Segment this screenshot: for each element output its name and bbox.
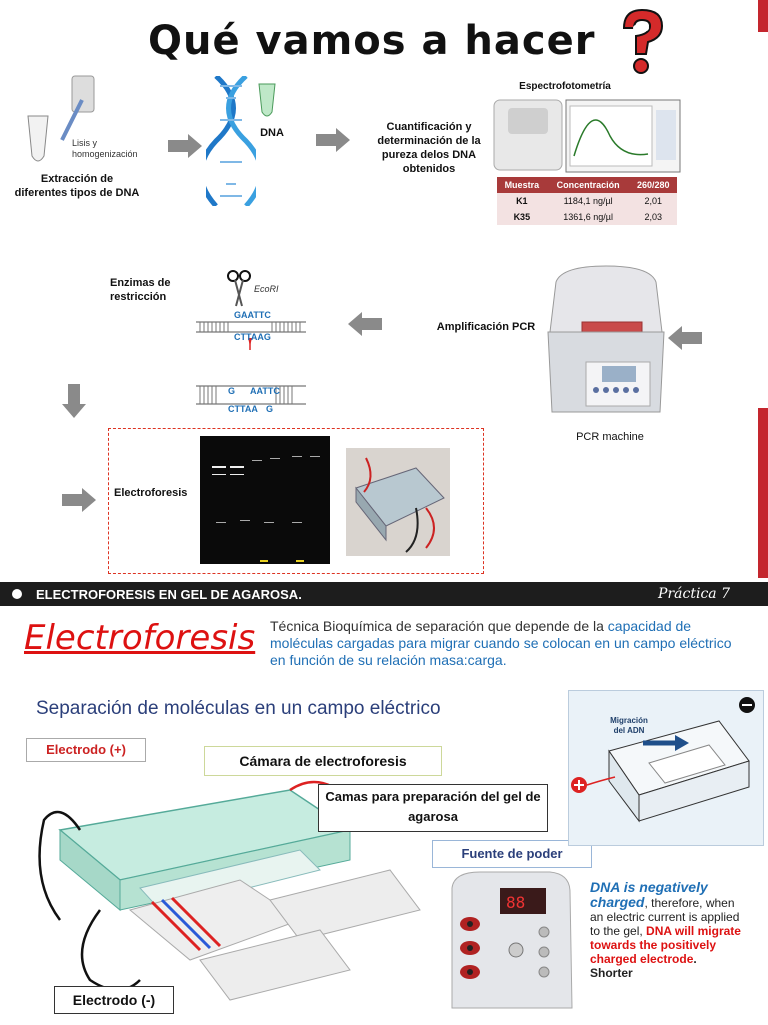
lysis-label: Lisis y homogenización [72, 138, 138, 159]
scissors-icon [226, 268, 252, 308]
enzymes-label: Enzimas de restricción [110, 277, 171, 303]
electro-description [270, 618, 740, 669]
beds-label: Camas para preparación del gel de agarosa [318, 784, 548, 832]
dna-cut-diagram [186, 308, 316, 416]
spectrophotometer-image [492, 96, 682, 176]
desc-blue: capacidad de moléculas cargadas para migrar cuando se colocan en un campo eléctrico en función de su relación masa:carga. [270, 618, 732, 668]
practice-label: Práctica 7 [658, 586, 730, 602]
spectro-table [497, 177, 677, 225]
electrophoresis-photo [346, 448, 450, 556]
migration-diagram [568, 690, 764, 846]
question-mark-icon [610, 6, 670, 78]
ecori-label: EcoRI [254, 284, 279, 294]
tube-icon [256, 82, 278, 120]
arrow-right-icon [62, 488, 96, 512]
table-header: 260/280 [630, 177, 677, 193]
bullet-icon [12, 589, 22, 599]
side-bar [758, 0, 768, 32]
chamber-label: Cámara de electroforesis [204, 746, 442, 776]
section-title: ELECTROFORESIS EN GEL DE AGAROSA. [36, 587, 302, 602]
cut-top-left: G [228, 386, 236, 396]
svg-text:88: 88 [506, 893, 526, 912]
arrow-left-icon [668, 326, 702, 350]
note-blue: DNA is negatively charged [590, 879, 708, 910]
table-row: K1 1184,1 ng/µl 2,01 [497, 193, 677, 209]
electrode-neg-label: Electrodo (-) [54, 986, 174, 1014]
pcr-machine-label: PCR machine [576, 431, 644, 443]
table-row: K35 1361,6 ng/µl 2,03 [497, 209, 677, 225]
table-header: Muestra [497, 177, 547, 193]
electro-step-label: Electroforesis [114, 487, 188, 499]
pcr-machine-image [542, 262, 670, 424]
cut-bottom-right: G [266, 404, 274, 414]
note-red: DNA will migrate towards the positively charged electrode [590, 924, 741, 966]
subheading: Separación de moléculas en un campo eléctrico [36, 698, 441, 719]
dna-label: DNA [260, 127, 284, 139]
section-bar [0, 582, 768, 606]
table-header: Concentración [547, 177, 630, 193]
electrode-pos-label: Electrodo (+) [26, 738, 146, 762]
seq-bottom: CTTAAG [234, 332, 271, 342]
dna-helix-icon [206, 76, 256, 206]
arrow-right-icon [316, 128, 350, 152]
arrow-right-icon [168, 134, 202, 158]
quantification-label: Cuantificación y determinación de la pureza delos DNA obtenidos [377, 121, 481, 175]
desc-plain: Técnica Bioquímica de separación que depende de la [270, 618, 608, 634]
dna-note [590, 880, 742, 980]
cut-top-right: AATTC [250, 386, 280, 396]
electro-heading: Electroforesis [24, 618, 256, 658]
page-title: Qué vamos a hacer [148, 18, 596, 64]
migration-label: Migración del ADN [610, 716, 648, 735]
arrow-left-icon [348, 312, 382, 336]
seq-top: GAATTC [234, 310, 271, 320]
gel-image [200, 436, 330, 564]
arrow-down-icon [62, 384, 86, 418]
power-supply-image [440, 868, 580, 1018]
note-plain-1: , therefore, when an electric current is applied to the gel, [590, 896, 740, 938]
cut-bottom-left: CTTAA [228, 404, 258, 414]
extraction-label: Extracción de diferentes tipos de DNA [14, 173, 140, 199]
power-label: Fuente de poder [432, 840, 592, 868]
spectro-label: Espectrofotometría [519, 81, 611, 92]
note-plain-2: . Shorter [590, 952, 697, 980]
side-bar [758, 408, 768, 578]
pcr-label: Amplificación PCR [436, 321, 536, 333]
